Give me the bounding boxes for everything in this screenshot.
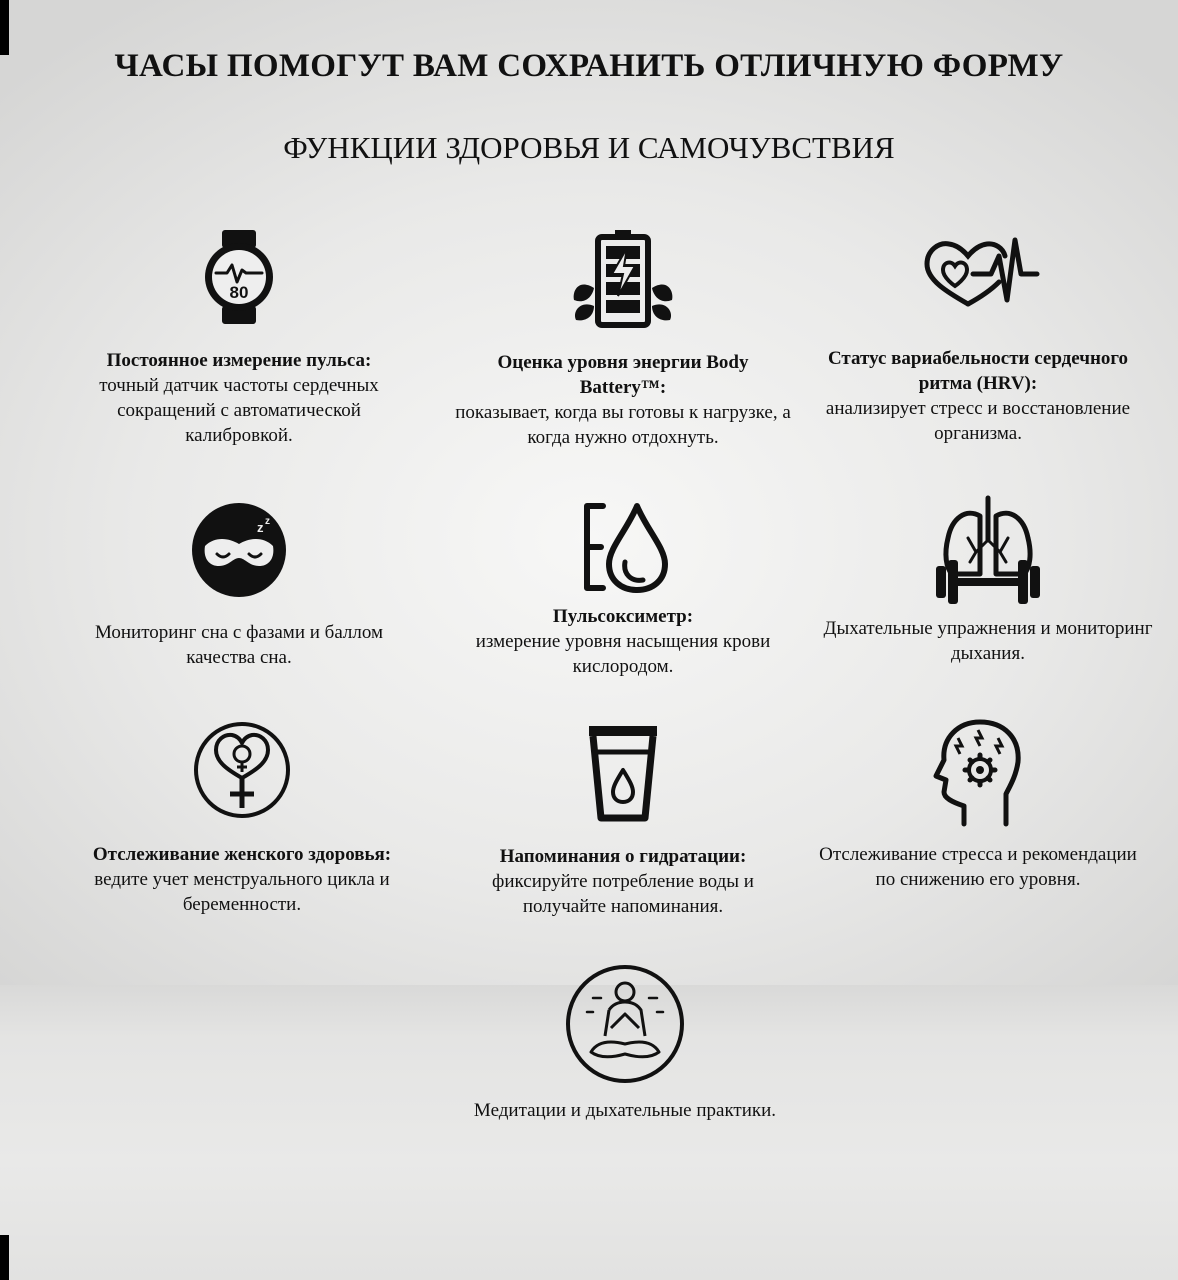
feature-description: анализирует стресс и восстановление организма. (825, 398, 1131, 444)
feature-meditation (455, 962, 795, 1123)
page-subtitle: ФУНКЦИИ ЗДОРОВЬЯ И САМОЧУВСТВИЯ (283, 130, 895, 165)
feature-heart-rate (69, 226, 409, 448)
feature-description: Дыхательные упражнения и мониторинг дыхания. (823, 618, 1153, 664)
edge-bar (0, 0, 9, 55)
edge-bar (0, 1235, 9, 1280)
feature-pulse-oximeter (453, 500, 793, 679)
stress-head-icon (928, 716, 1028, 828)
female-health-icon (192, 720, 292, 820)
feature-description: Медитации и дыхательные практики. (473, 1100, 777, 1121)
hrv-heart-icon (913, 226, 1043, 326)
feature-description: Отслеживание стресса и рекомендации по снижению его уровня. (819, 844, 1137, 890)
feature-heading: Напоминания о гидратации: (499, 846, 747, 867)
feature-sleep (69, 500, 409, 670)
feature-breathing (818, 494, 1158, 666)
feature-body-battery (453, 226, 793, 450)
feature-description: показывает, когда вы готовы к нагрузке, а когда нужно отдохнуть. (455, 402, 791, 448)
feature-stress (808, 716, 1148, 892)
feature-description: Мониторинг сна с фазами и баллом качества сна. (94, 622, 384, 668)
page-title: ЧАСЫ ПОМОГУТ ВАМ СОХРАНИТЬ ОТЛИЧНУЮ ФОРМУ (114, 48, 1064, 84)
feature-hrv (808, 226, 1148, 446)
feature-female-health (72, 720, 412, 917)
sleep-mask-icon (189, 500, 289, 600)
body-battery-icon (568, 226, 678, 330)
feature-description: измерение уровня насыщения крови кислородом. (475, 631, 771, 677)
watch-value: 80 (229, 283, 249, 302)
feature-description: фиксируйте потребление воды и получайте напоминания. (492, 871, 754, 917)
pulse-oximeter-icon (573, 500, 673, 596)
heart-rate-watch-icon (189, 226, 289, 328)
feature-description: точный датчик частоты сердечных сокращений с автоматической калибровкой. (99, 375, 379, 446)
svg-text:z: z (257, 520, 264, 535)
feature-heading: Постоянное измерение пульса: (106, 350, 372, 371)
feature-hydration (453, 720, 793, 919)
feature-heading: Отслеживание женского здоровья: (92, 844, 392, 865)
feature-description: ведите учет менструального цикла и беременности. (94, 869, 390, 915)
feature-heading: Пульсоксиметр: (552, 606, 694, 627)
water-glass-icon (573, 720, 673, 824)
meditation-icon (563, 962, 687, 1086)
svg-text:z: z (265, 516, 270, 527)
feature-heading: Оценка уровня энергии Body Battery™: (497, 352, 749, 398)
feature-heading: Статус вариабельности сердечного ритма (HRV): (827, 348, 1129, 394)
lungs-dumbbell-icon (930, 494, 1046, 606)
